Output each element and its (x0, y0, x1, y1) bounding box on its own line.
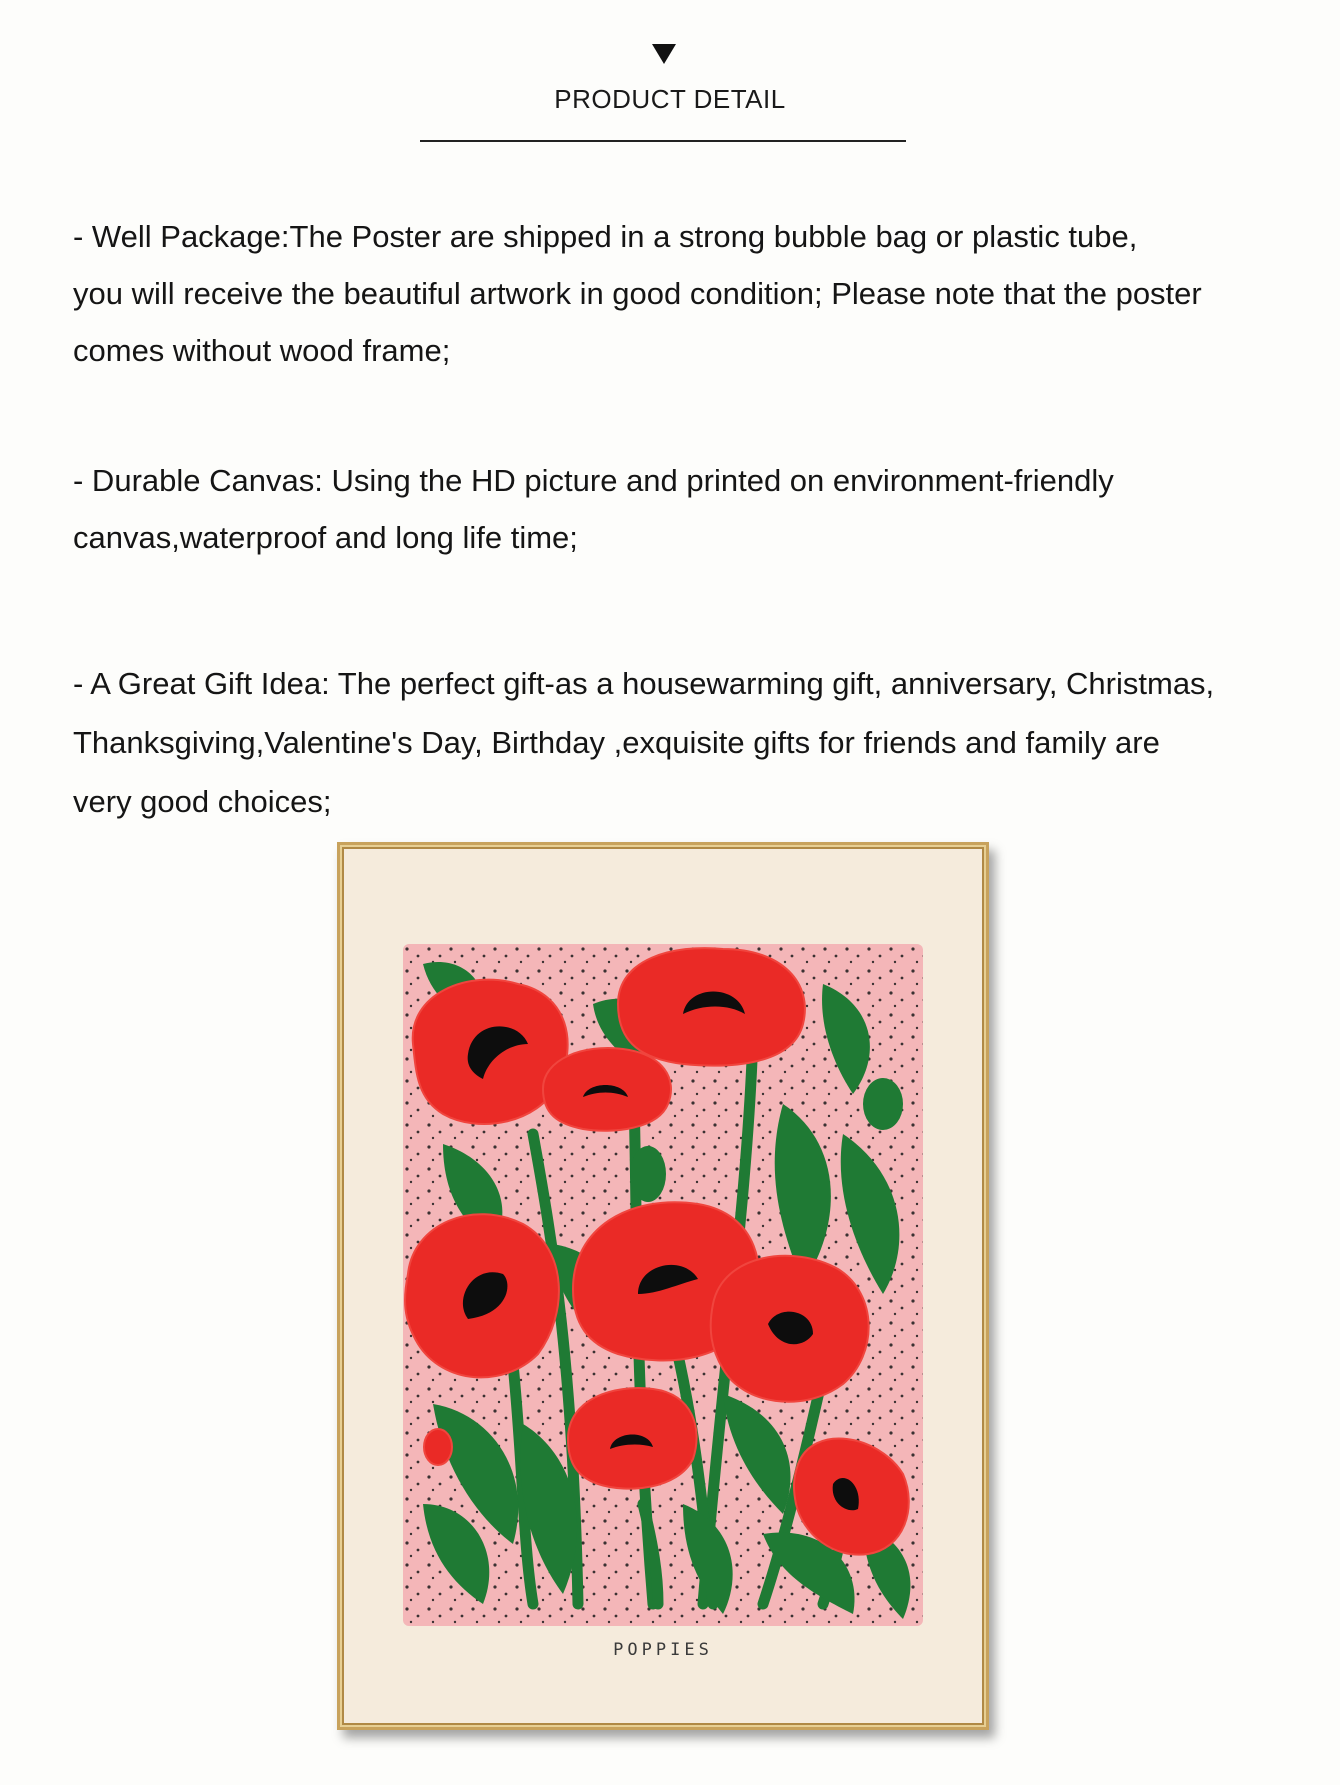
triangle-down-icon (652, 44, 676, 64)
paragraph-line: Thanksgiving,Valentine's Day, Birthday ,exquisite gifts for friends and family are (73, 725, 1160, 760)
paragraph-line: - Durable Canvas: Using the HD picture and printed on environment-friendly (73, 463, 1114, 498)
feature-durable-canvas (73, 452, 1313, 566)
paragraph-line: - A Great Gift Idea: The perfect gift-as a housewarming gift, anniversary, Christmas, (73, 666, 1215, 701)
poster-caption: POPPIES (613, 1640, 713, 1660)
paragraph-line: comes without wood frame; (73, 333, 451, 368)
feature-well-package (73, 208, 1313, 379)
feature-gift-idea (73, 654, 1313, 831)
poppies-artwork (403, 944, 923, 1626)
title-divider (420, 140, 906, 142)
section-title: PRODUCT DETAIL (554, 84, 786, 114)
paragraph-line: canvas,waterproof and long life time; (73, 520, 578, 555)
paragraph-line: - Well Package:The Poster are shipped in a strong bubble bag or plastic tube, (73, 219, 1138, 254)
paragraph-line: you will receive the beautiful artwork in good condition; Please note that the poster (73, 276, 1202, 311)
paragraph-line: very good choices; (73, 784, 332, 819)
